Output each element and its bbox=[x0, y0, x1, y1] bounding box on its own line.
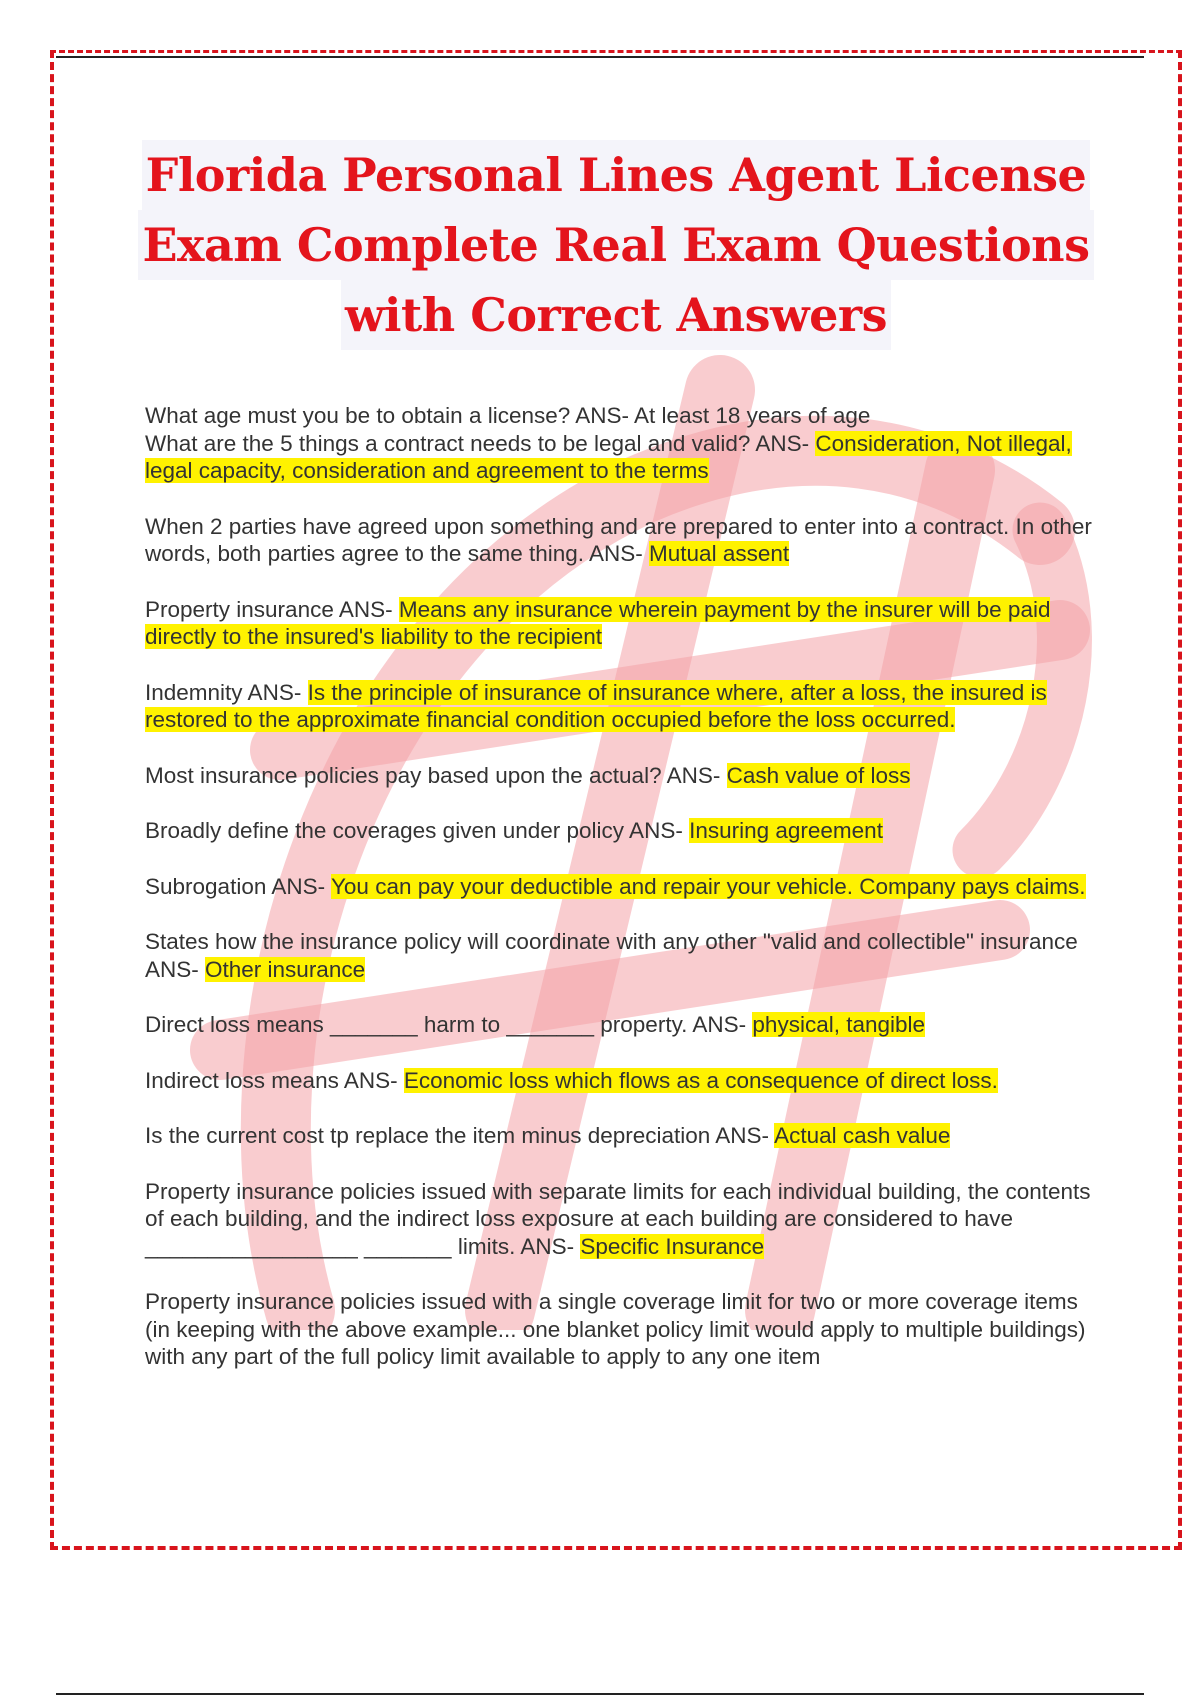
question-text: What are the 5 things a contract needs to be legal and valid? ANS- bbox=[145, 430, 816, 456]
question-text: Property insurance policies issued with a single coverage limit for two or more coverage items (in keeping with the above example... one blanket policy limit would apply to multiple buildings) with any part of the full policy limit available to apply to any one item bbox=[145, 1289, 1086, 1369]
qa-item bbox=[145, 762, 1095, 790]
question-list bbox=[145, 402, 1095, 1399]
document-title bbox=[0, 140, 1200, 350]
question-text: Subrogation ANS- bbox=[145, 873, 331, 899]
qa-item bbox=[145, 873, 1095, 901]
top-rule bbox=[56, 56, 1144, 58]
qa-item bbox=[145, 1011, 1095, 1039]
question-text: Property insurance ANS- bbox=[145, 596, 399, 622]
answer-text: Specific Insurance bbox=[580, 1233, 765, 1259]
answer-text: Other insurance bbox=[205, 956, 366, 982]
question-text: States how the insurance policy will coordinate with any other "valid and collectible" insurance ANS- bbox=[145, 929, 1078, 982]
qa-item bbox=[145, 817, 1095, 845]
answer-text: Actual cash value bbox=[774, 1123, 951, 1148]
answer-text: Mutual assent bbox=[649, 541, 790, 566]
question-text: Most insurance policies pay based upon the actual? ANS- bbox=[145, 762, 727, 788]
answer-text: At least 18 years of age bbox=[634, 403, 871, 428]
answer-text: Economic loss which flows as a consequence of direct loss. bbox=[403, 1067, 998, 1093]
question-text: Direct loss means _______ harm to _______ property. ANS- bbox=[145, 1012, 753, 1037]
answer-text: physical, tangible bbox=[752, 1012, 926, 1037]
qa-item bbox=[145, 1288, 1095, 1371]
qa-item bbox=[145, 430, 1095, 485]
qa-item bbox=[145, 596, 1095, 651]
answer-text: You can pay your deductible and repair your vehicle. Company pays claims. bbox=[330, 873, 1086, 899]
question-text: Indirect loss means ANS- bbox=[145, 1067, 404, 1093]
question-text: When 2 parties have agreed upon something and are prepared to enter into a contract. In other words, both parties agree to the same thing. ANS- bbox=[145, 513, 1092, 566]
answer-text: Consideration, Not illegal, legal capacity, consideration and agreement to the terms bbox=[145, 430, 1072, 483]
question-text: What age must you be to obtain a license? ANS- bbox=[145, 403, 635, 428]
qa-item bbox=[145, 1067, 1095, 1095]
answer-text: Is the principle of insurance of insurance where, after a loss, the insured is restored to the approximate financial condition occupied before the loss occurred. bbox=[145, 679, 1047, 732]
question-text: Indemnity ANS- bbox=[145, 679, 308, 705]
qa-item bbox=[145, 679, 1095, 734]
answer-text: Cash value of loss bbox=[726, 762, 911, 788]
title-line-3: with Correct Answers bbox=[341, 280, 891, 350]
qa-item bbox=[145, 402, 1095, 430]
qa-item bbox=[145, 1122, 1095, 1150]
title-line-1: Florida Personal Lines Agent License bbox=[142, 140, 1091, 210]
qa-item bbox=[145, 928, 1095, 983]
question-text: Broadly define the coverages given under policy ANS- bbox=[145, 818, 690, 843]
qa-item bbox=[145, 513, 1095, 568]
answer-text: Insuring agreement bbox=[689, 818, 883, 843]
question-text: Is the current cost tp replace the item minus depreciation ANS- bbox=[145, 1123, 775, 1148]
question-text: Property insurance policies issued with separate limits for each individual building, the contents of each building, and the indirect loss exposure at each building are considered to have _________________ _______ limits. ANS- bbox=[145, 1178, 1091, 1259]
bottom-rule bbox=[56, 1693, 1144, 1695]
title-line-2: Exam Complete Real Exam Questions bbox=[138, 210, 1093, 280]
qa-item bbox=[145, 1178, 1095, 1261]
answer-text: Means any insurance wherein payment by the insurer will be paid directly to the insured's liability to the recipient bbox=[145, 596, 1051, 649]
